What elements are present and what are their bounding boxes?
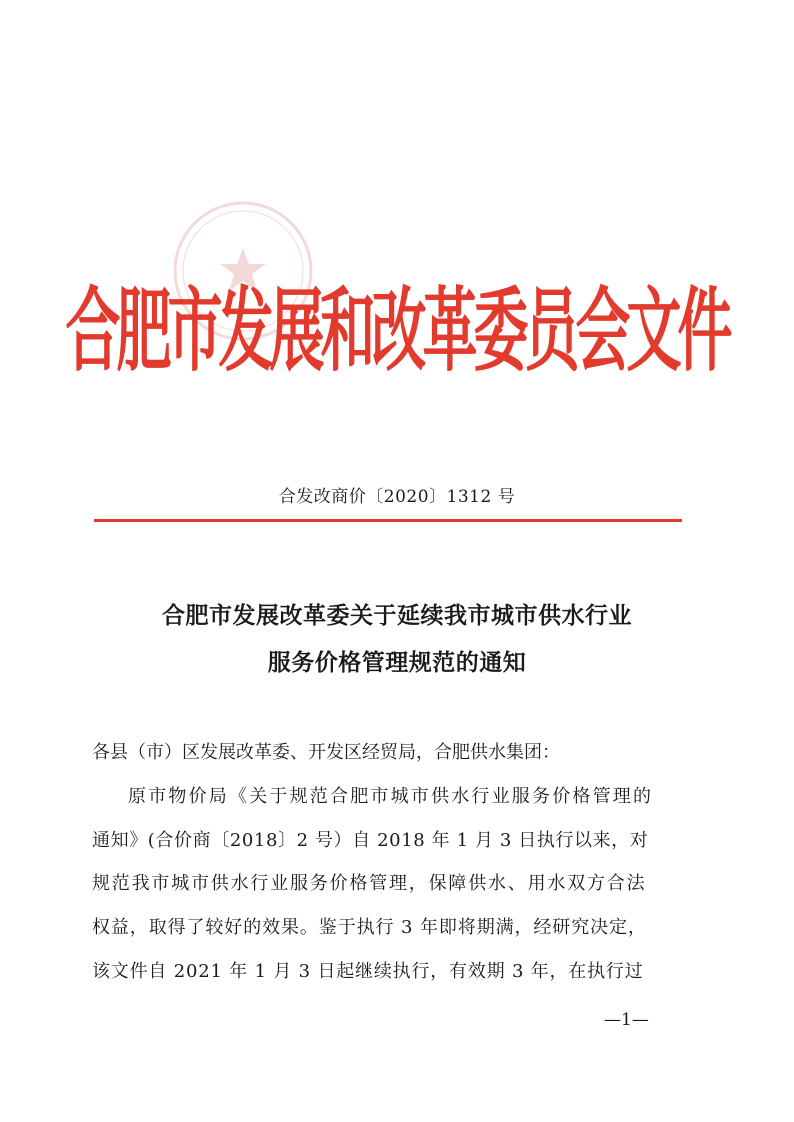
notice-title-line-2: 服务价格管理规范的通知 — [267, 650, 527, 676]
body-paragraph-line: 原市物价局《关于规范合肥市城市供水行业服务价格管理的 — [128, 786, 654, 807]
document-number: 合发改商价〔2020〕1312 号 — [278, 487, 516, 507]
page-number: —1— — [604, 1010, 649, 1030]
addressee-line: 各县（市）区发展改革委、开发区经贸局，合肥供水集团： — [92, 742, 560, 763]
masthead-title: 合肥市发展和改革委员会文件 — [65, 277, 729, 384]
red-divider-line — [94, 519, 682, 522]
body-paragraph-line: 该文件自 2021 年 1 月 3 日起继续执行，有效期 3 年，在执行过 — [92, 961, 644, 982]
body-paragraph-line: 规范我市城市供水行业服务价格管理，保障供水、用水双方合法 — [92, 873, 647, 894]
notice-title-line-1: 合肥市发展改革委关于延续我市城市供水行业 — [162, 603, 632, 629]
body-paragraph-line: 通知》(合价商〔2018〕2 号）自 2018 年 1 月 3 日执行以来，对 — [92, 830, 649, 851]
body-paragraph-line: 权益，取得了较好的效果。鉴于执行 3 年即将期满，经研究决定， — [92, 917, 647, 938]
